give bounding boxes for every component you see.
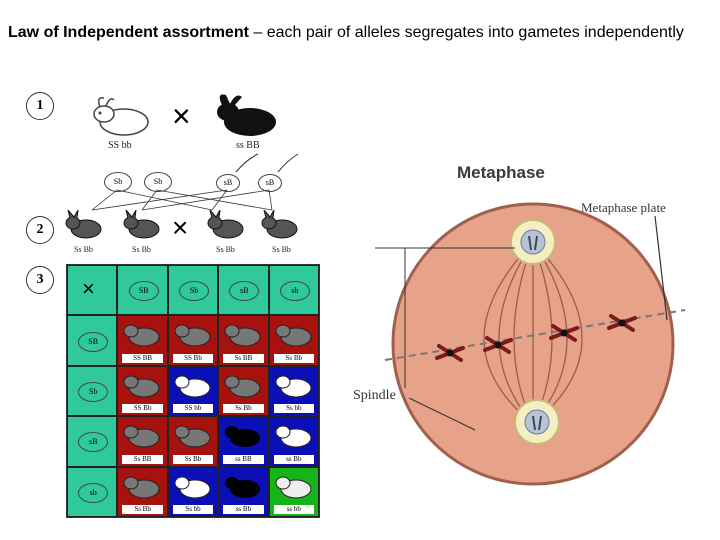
f1-label-2: Ss Bb — [132, 245, 151, 254]
metaphase-plate-label: Metaphase plate — [581, 200, 666, 215]
parent-right-label: ss BB — [236, 140, 260, 151]
cross-symbol-2: × — [172, 212, 189, 243]
f1-rabbit-4-icon — [260, 210, 300, 240]
lower-centrosome-icon — [515, 400, 559, 444]
f1-rabbit-2-icon — [122, 210, 162, 240]
grid-cell: Ss Bb — [117, 467, 167, 517]
gray-rabbit-icon — [173, 420, 213, 450]
gamete-right-1: sB — [216, 174, 240, 192]
row-head-1: SB — [67, 315, 117, 365]
step-1-marker: 1 — [26, 92, 54, 120]
grid-cell: Ss BB — [117, 416, 167, 466]
gray-rabbit-icon — [122, 471, 162, 501]
white-rabbit-icon — [274, 370, 314, 400]
white-rabbit-icon — [274, 471, 314, 501]
col-head-2: Sb — [168, 265, 218, 315]
gray-rabbit-icon — [223, 319, 263, 349]
grid-cell: Ss Bb — [269, 315, 319, 365]
title-rest: – each pair of alleles segregates into gametes independently — [248, 24, 684, 41]
punnett-square — [66, 264, 320, 518]
grid-corner — [67, 265, 117, 315]
gamete-left-1: Sb — [104, 172, 132, 192]
grid-cell: ss Bb — [218, 467, 268, 517]
grid-cross-symbol: × — [82, 276, 95, 301]
row-head-4: sb — [67, 467, 117, 517]
grid-cell: Ss Bb — [168, 416, 218, 466]
metaphase-title: Metaphase — [457, 163, 545, 182]
white-rabbit-icon — [173, 370, 213, 400]
row-head-2: Sb — [67, 366, 117, 416]
grid-cell: Ss BB — [218, 315, 268, 365]
parent-left-label: SS bb — [108, 140, 132, 151]
grid-cell: SS Bb — [117, 366, 167, 416]
step-2-marker: 2 — [26, 216, 54, 244]
metaphase-figure — [345, 160, 710, 530]
gray-rabbit-icon — [223, 370, 263, 400]
grid-cell: Ss bb — [269, 366, 319, 416]
gray-rabbit-icon — [122, 370, 162, 400]
white-rabbit-icon — [173, 471, 213, 501]
gamete-right-2: sB — [258, 174, 282, 192]
gray-rabbit-icon — [173, 319, 213, 349]
title-bold: Law of Independent assortment — [8, 24, 249, 41]
f1-rabbit-3-icon — [206, 210, 246, 240]
black-rabbit-icon — [223, 471, 263, 501]
spindle-label: Spindle — [353, 388, 396, 403]
cross-symbol-1: × — [172, 98, 191, 134]
grid-cell: Ss bb — [168, 467, 218, 517]
f1-label-4: Ss Bb — [272, 245, 291, 254]
gray-rabbit-icon — [122, 319, 162, 349]
f1-rabbit-1-icon — [64, 210, 104, 240]
metaphase-cell-diagram — [345, 160, 710, 530]
gray-rabbit-icon — [274, 319, 314, 349]
f1-label-3: Ss Bb — [216, 245, 235, 254]
col-head-3: sB — [218, 265, 268, 315]
dihybrid-cross-figure — [22, 88, 322, 518]
grid-cell: SS BB — [117, 315, 167, 365]
grid-cell: ss bb — [269, 467, 319, 517]
f1-label-1: Ss Bb — [74, 245, 93, 254]
gray-rabbit-icon — [122, 420, 162, 450]
grid-cell: ss BB — [218, 416, 268, 466]
slide-title — [8, 22, 708, 43]
upper-centrosome-icon — [511, 220, 555, 264]
grid-cell: ss Bb — [269, 416, 319, 466]
gamete-left-2: Sb — [144, 172, 172, 192]
col-head-4: sb — [269, 265, 319, 315]
grid-cell: SS Bb — [168, 315, 218, 365]
row-head-3: sB — [67, 416, 117, 466]
black-rabbit-icon — [223, 420, 263, 450]
grid-cell: Ss Bb — [218, 366, 268, 416]
white-rabbit-icon — [274, 420, 314, 450]
grid-cell: SS bb — [168, 366, 218, 416]
step-3-marker: 3 — [26, 266, 54, 294]
col-head-1: SB — [117, 265, 167, 315]
